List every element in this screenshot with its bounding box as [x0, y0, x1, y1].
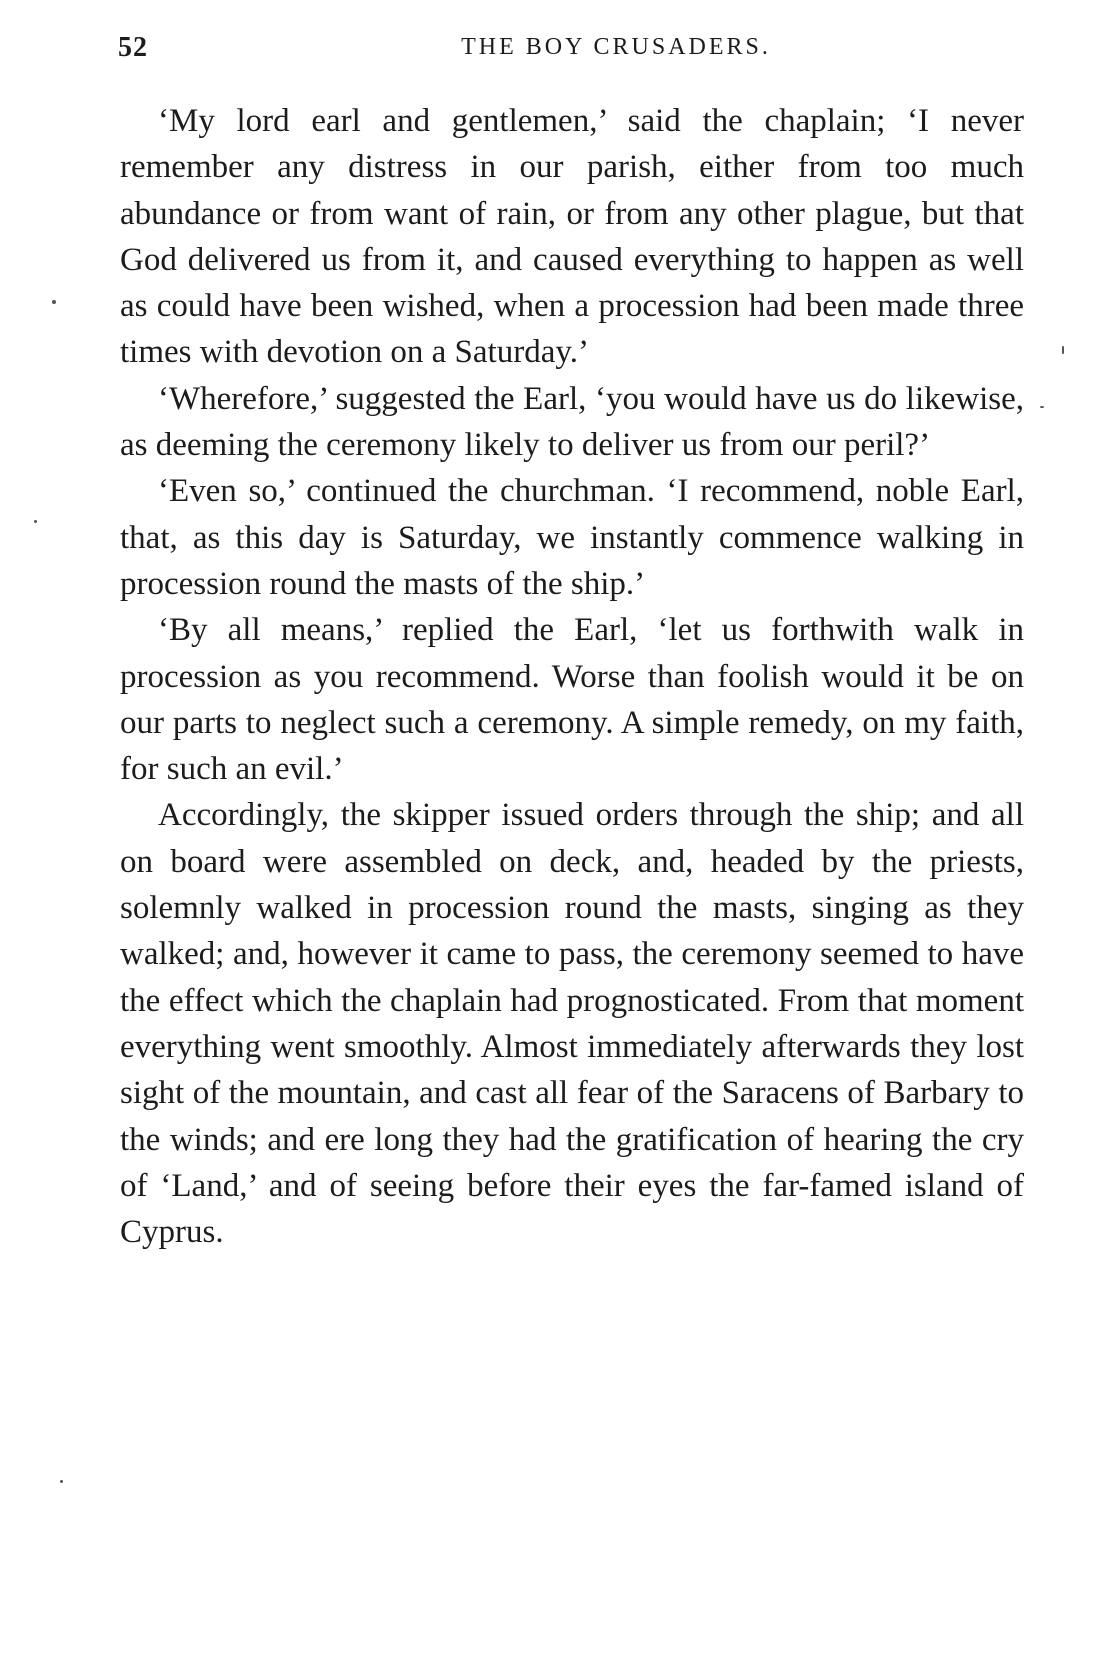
paper-speck: [52, 300, 56, 304]
running-title: THE BOY CRUSADERS.: [461, 34, 771, 60]
paragraph-narrative: Accordingly, the skipper issued orders through the ship; and all on board were assembled on deck, and, headed by the priests, solemnly walked in procession round the masts, singing as they walked; and, however it came to pass, the ceremony seemed to have the effect which the chaplain had prognosticated. From that moment everything went smoothly. Almost immediately afterwards they lost sight of the mountain, and cast all fear of the Saracens of Barbary to the winds; and ere long they had the gratification of hearing the cry of ‘Land,’ and of seeing before their eyes the far-famed island of Cyprus.: [120, 797, 1024, 1251]
paper-speck: [1062, 346, 1064, 354]
paragraph-earl-question: ‘Wherefore,’ suggested the Earl, ‘you would have us do likewise, as deeming the ceremony likely to deliver us from our peril?’: [120, 380, 1024, 464]
paragraph-chaplain-speech: ‘My lord earl and gentlemen,’ said the chaplain; ‘I never remember any distress in our parish, either from too much abundance or from want of rain, or from any other plague, but that God delivered us from it, and caused everything to happen as well as could have been wished, when a procession had been made three times with devotion on a Saturday.’: [120, 103, 1024, 371]
paper-speck: [60, 1480, 63, 1483]
paragraph-churchman-reply: ‘Even so,’ continued the churchman. ‘I recommend, noble Earl, that, as this day is Saturday, we instantly commence walking in procession round the masts of the ship.’: [120, 473, 1024, 602]
body-text: [120, 98, 1024, 1255]
page-number: 52: [118, 32, 148, 63]
paragraph-earl-agreement: ‘By all means,’ replied the Earl, ‘let us forthwith walk in procession as you recommend. Worse than foolish would it be on our parts to neglect such a ceremony. A simple remedy, on my faith, for such an evil.’: [120, 612, 1024, 788]
paper-speck: [1040, 406, 1044, 408]
paper-speck: [34, 520, 37, 523]
running-head: [118, 32, 1024, 72]
